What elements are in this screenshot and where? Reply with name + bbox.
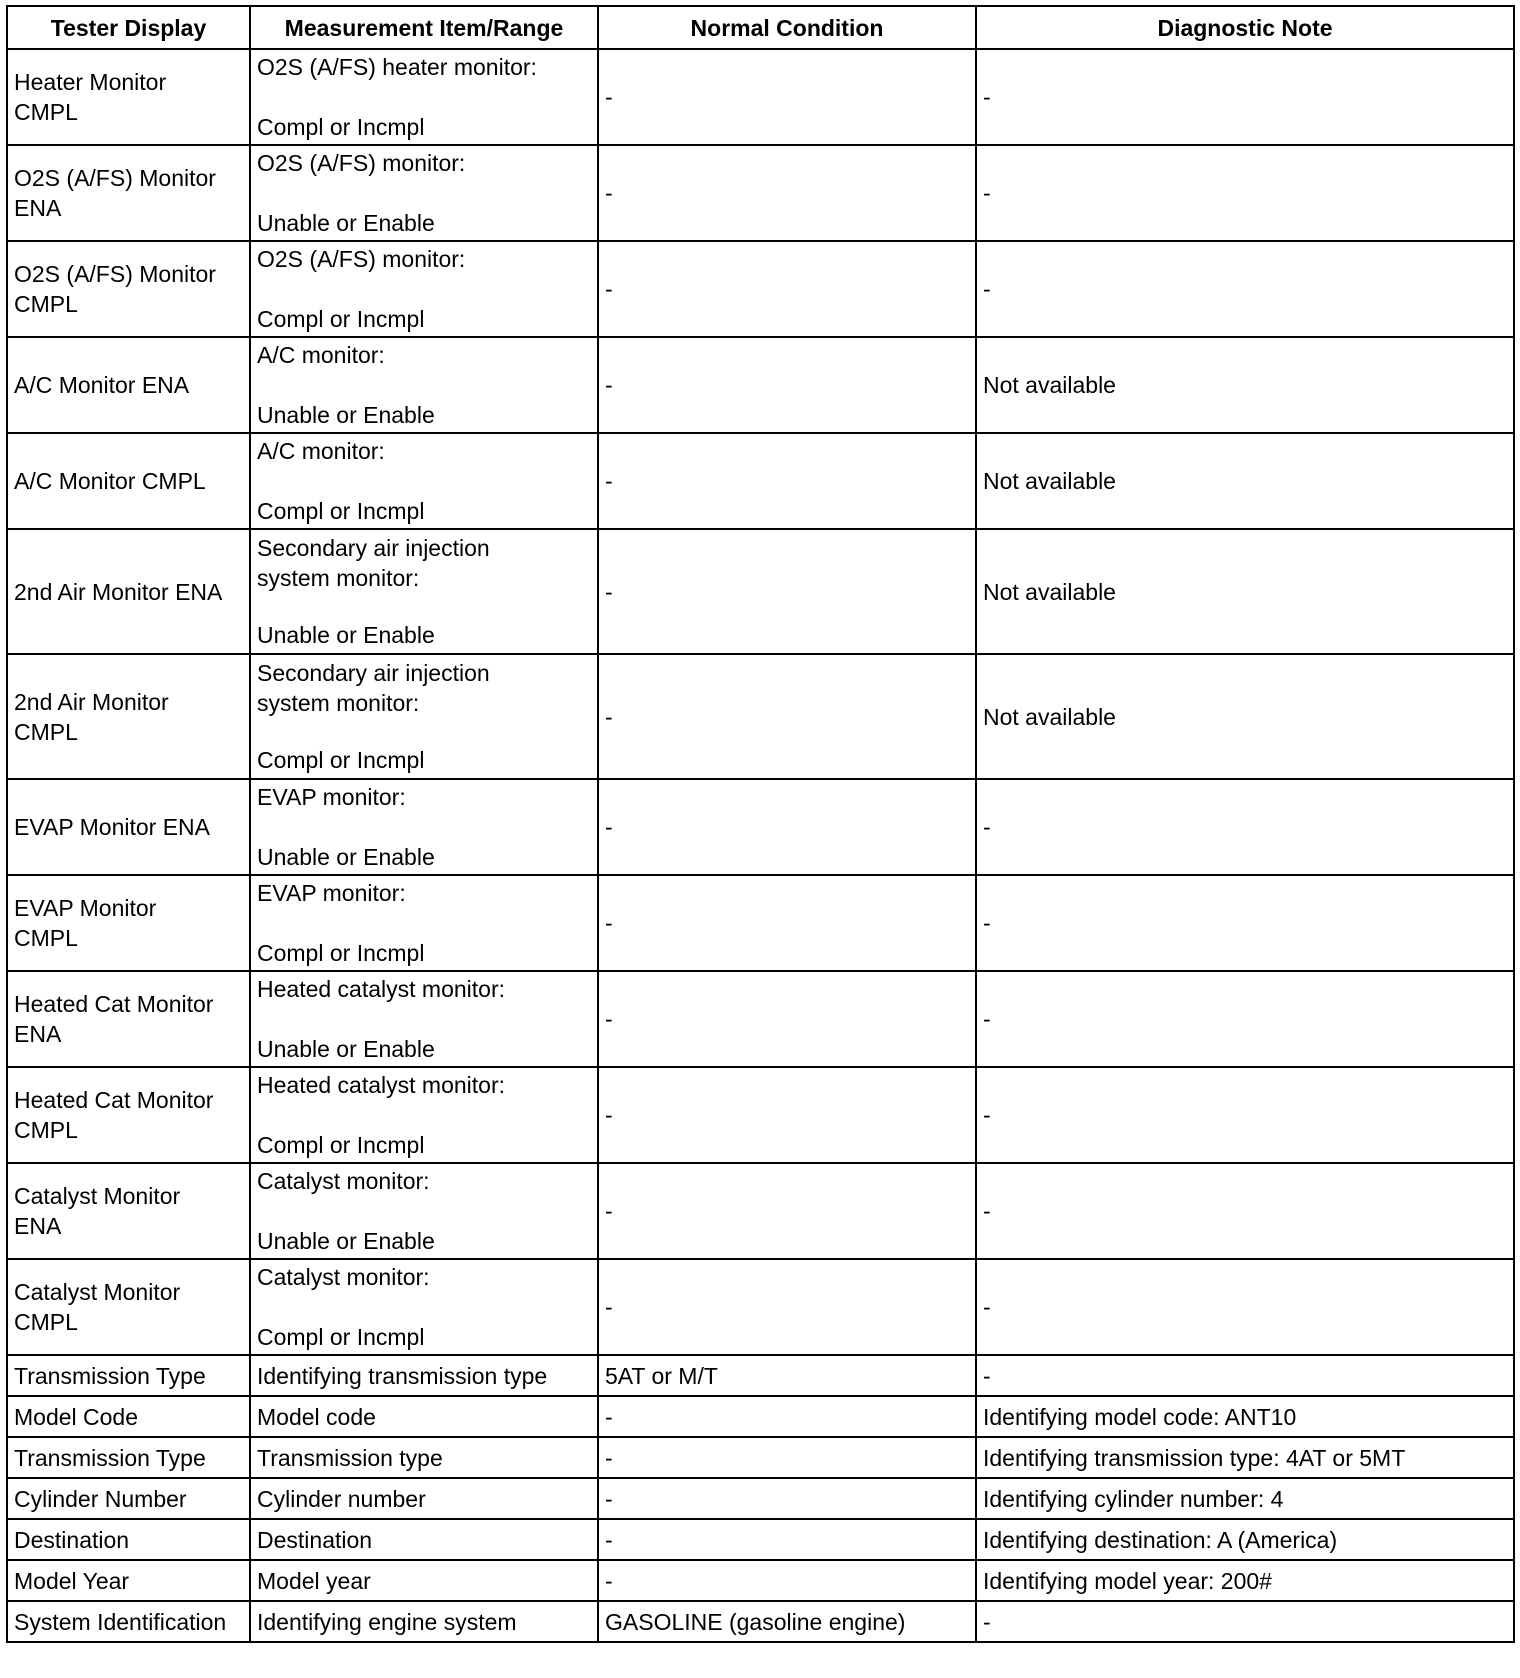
cell-diagnostic-note: - bbox=[976, 1067, 1514, 1163]
cell-normal-condition: - bbox=[598, 49, 976, 145]
cell-measurement-item bbox=[250, 337, 598, 433]
table-row bbox=[7, 1067, 1514, 1163]
cell-normal-condition: - bbox=[598, 654, 976, 779]
cell-normal-condition: - bbox=[598, 1396, 976, 1437]
header-row bbox=[7, 6, 1514, 49]
measurement-item-label: O2S (A/FS) monitor: bbox=[257, 150, 466, 176]
cell-normal-condition: 5AT or M/T bbox=[598, 1355, 976, 1396]
cell-diagnostic-note: Identifying transmission type: 4AT or 5MT bbox=[976, 1437, 1514, 1478]
cell-measurement-item: Transmission type bbox=[250, 1437, 598, 1478]
header-tester-display: Tester Display bbox=[7, 6, 250, 49]
measurement-item-group bbox=[257, 434, 591, 528]
measurement-item-group bbox=[257, 338, 591, 432]
table-row bbox=[7, 1560, 1514, 1601]
cell-diagnostic-note: - bbox=[976, 1601, 1514, 1642]
cell-measurement-item bbox=[250, 875, 598, 971]
measurement-range: Unable or Enable bbox=[257, 844, 435, 870]
table-row bbox=[7, 779, 1514, 875]
cell-diagnostic-note: - bbox=[976, 779, 1514, 875]
cell-normal-condition: - bbox=[598, 145, 976, 241]
cell-measurement-item bbox=[250, 1259, 598, 1355]
measurement-item-label: O2S (A/FS) monitor: bbox=[257, 246, 466, 272]
cell-diagnostic-note: Identifying cylinder number: 4 bbox=[976, 1478, 1514, 1519]
cell-normal-condition: - bbox=[598, 1067, 976, 1163]
cell-tester-display: Transmission Type bbox=[7, 1355, 250, 1396]
measurement-item-label: A/C monitor: bbox=[257, 342, 385, 368]
cell-measurement-item bbox=[250, 241, 598, 337]
cell-diagnostic-note: - bbox=[976, 1259, 1514, 1355]
measurement-item-label: Catalyst monitor: bbox=[257, 1168, 430, 1194]
table-row bbox=[7, 1259, 1514, 1355]
cell-tester-display: Catalyst Monitor CMPL bbox=[7, 1259, 250, 1355]
table-row bbox=[7, 1478, 1514, 1519]
cell-measurement-item: Destination bbox=[250, 1519, 598, 1560]
cell-measurement-item bbox=[250, 1067, 598, 1163]
cell-normal-condition: - bbox=[598, 1163, 976, 1259]
measurement-item-group bbox=[257, 1164, 591, 1258]
cell-tester-display: O2S (A/FS) Monitor ENA bbox=[7, 145, 250, 241]
measurement-item-label: EVAP monitor: bbox=[257, 784, 406, 810]
cell-measurement-item bbox=[250, 433, 598, 529]
table-row bbox=[7, 971, 1514, 1067]
measurement-range: Compl or Incmpl bbox=[257, 306, 425, 332]
header-normal-condition: Normal Condition bbox=[598, 6, 976, 49]
cell-tester-display: Destination bbox=[7, 1519, 250, 1560]
cell-normal-condition: - bbox=[598, 1519, 976, 1560]
measurement-item-label: Secondary air injection system monitor: bbox=[257, 660, 490, 716]
cell-measurement-item: Identifying transmission type bbox=[250, 1355, 598, 1396]
cell-diagnostic-note: - bbox=[976, 1355, 1514, 1396]
cell-normal-condition: - bbox=[598, 433, 976, 529]
cell-tester-display: Cylinder Number bbox=[7, 1478, 250, 1519]
cell-tester-display: 2nd Air Monitor ENA bbox=[7, 529, 250, 654]
measurement-item-label: Secondary air injection system monitor: bbox=[257, 535, 490, 591]
measurement-range: Unable or Enable bbox=[257, 1228, 435, 1254]
cell-measurement-item bbox=[250, 654, 598, 779]
table-row bbox=[7, 337, 1514, 433]
cell-tester-display: O2S (A/FS) Monitor CMPL bbox=[7, 241, 250, 337]
cell-normal-condition: - bbox=[598, 241, 976, 337]
measurement-item-group bbox=[257, 972, 591, 1066]
table-row bbox=[7, 529, 1514, 654]
measurement-item-label: Heated catalyst monitor: bbox=[257, 976, 506, 1002]
cell-diagnostic-note: Not available bbox=[976, 337, 1514, 433]
table-row bbox=[7, 1519, 1514, 1560]
cell-measurement-item bbox=[250, 971, 598, 1067]
cell-tester-display: A/C Monitor ENA bbox=[7, 337, 250, 433]
measurement-item-group bbox=[257, 656, 591, 777]
cell-measurement-item: Model year bbox=[250, 1560, 598, 1601]
cell-diagnostic-note: - bbox=[976, 145, 1514, 241]
measurement-item-group bbox=[257, 146, 591, 240]
cell-measurement-item bbox=[250, 1163, 598, 1259]
cell-diagnostic-note: Identifying model code: ANT10 bbox=[976, 1396, 1514, 1437]
cell-diagnostic-note: Not available bbox=[976, 529, 1514, 654]
data-list-table bbox=[6, 5, 1515, 1643]
table-row bbox=[7, 875, 1514, 971]
cell-normal-condition: - bbox=[598, 1437, 976, 1478]
measurement-item-label: Catalyst monitor: bbox=[257, 1264, 430, 1290]
table-row bbox=[7, 1396, 1514, 1437]
measurement-range: Unable or Enable bbox=[257, 210, 435, 236]
cell-tester-display: System Identification bbox=[7, 1601, 250, 1642]
cell-diagnostic-note: - bbox=[976, 875, 1514, 971]
measurement-item-group bbox=[257, 1068, 591, 1162]
cell-tester-display: EVAP Monitor CMPL bbox=[7, 875, 250, 971]
cell-diagnostic-note: Identifying destination: A (America) bbox=[976, 1519, 1514, 1560]
measurement-range: Compl or Incmpl bbox=[257, 498, 425, 524]
cell-normal-condition: - bbox=[598, 529, 976, 654]
cell-tester-display: Heater Monitor CMPL bbox=[7, 49, 250, 145]
table-row bbox=[7, 1437, 1514, 1478]
measurement-item-group bbox=[257, 780, 591, 874]
measurement-item-group bbox=[257, 50, 591, 144]
cell-measurement-item bbox=[250, 529, 598, 654]
cell-diagnostic-note: - bbox=[976, 1163, 1514, 1259]
cell-diagnostic-note: Not available bbox=[976, 654, 1514, 779]
cell-tester-display: A/C Monitor CMPL bbox=[7, 433, 250, 529]
cell-normal-condition: - bbox=[598, 337, 976, 433]
cell-diagnostic-note: - bbox=[976, 241, 1514, 337]
table-row bbox=[7, 1163, 1514, 1259]
cell-measurement-item: Cylinder number bbox=[250, 1478, 598, 1519]
cell-tester-display: EVAP Monitor ENA bbox=[7, 779, 250, 875]
cell-normal-condition: - bbox=[598, 779, 976, 875]
measurement-item-label: EVAP monitor: bbox=[257, 880, 406, 906]
measurement-range: Unable or Enable bbox=[257, 1036, 435, 1062]
cell-diagnostic-note: - bbox=[976, 49, 1514, 145]
measurement-item-group bbox=[257, 531, 591, 652]
cell-normal-condition: GASOLINE (gasoline engine) bbox=[598, 1601, 976, 1642]
measurement-item-label: A/C monitor: bbox=[257, 438, 385, 464]
cell-tester-display: 2nd Air Monitor CMPL bbox=[7, 654, 250, 779]
measurement-range: Compl or Incmpl bbox=[257, 1324, 425, 1350]
table-body bbox=[7, 49, 1514, 1642]
cell-diagnostic-note: Not available bbox=[976, 433, 1514, 529]
measurement-item-group bbox=[257, 876, 591, 970]
cell-normal-condition: - bbox=[598, 1259, 976, 1355]
cell-diagnostic-note: Identifying model year: 200# bbox=[976, 1560, 1514, 1601]
table-row bbox=[7, 654, 1514, 779]
measurement-range: Unable or Enable bbox=[257, 622, 435, 648]
cell-diagnostic-note: - bbox=[976, 971, 1514, 1067]
cell-tester-display: Heated Cat Monitor ENA bbox=[7, 971, 250, 1067]
cell-measurement-item bbox=[250, 49, 598, 145]
cell-measurement-item bbox=[250, 145, 598, 241]
cell-tester-display: Model Year bbox=[7, 1560, 250, 1601]
cell-normal-condition: - bbox=[598, 971, 976, 1067]
measurement-item-label: O2S (A/FS) heater monitor: bbox=[257, 54, 537, 80]
measurement-range: Compl or Incmpl bbox=[257, 940, 425, 966]
cell-normal-condition: - bbox=[598, 875, 976, 971]
cell-tester-display: Model Code bbox=[7, 1396, 250, 1437]
table-row bbox=[7, 145, 1514, 241]
table-row bbox=[7, 433, 1514, 529]
cell-measurement-item: Identifying engine system bbox=[250, 1601, 598, 1642]
measurement-range: Compl or Incmpl bbox=[257, 1132, 425, 1158]
cell-measurement-item: Model code bbox=[250, 1396, 598, 1437]
table-row bbox=[7, 1601, 1514, 1642]
header-measurement-item: Measurement Item/Range bbox=[250, 6, 598, 49]
table-row bbox=[7, 49, 1514, 145]
measurement-range: Compl or Incmpl bbox=[257, 114, 425, 140]
cell-normal-condition: - bbox=[598, 1560, 976, 1601]
measurement-item-label: Heated catalyst monitor: bbox=[257, 1072, 506, 1098]
measurement-item-group bbox=[257, 1260, 591, 1354]
cell-tester-display: Catalyst Monitor ENA bbox=[7, 1163, 250, 1259]
measurement-range: Compl or Incmpl bbox=[257, 747, 425, 773]
table-row bbox=[7, 241, 1514, 337]
cell-tester-display: Transmission Type bbox=[7, 1437, 250, 1478]
cell-measurement-item bbox=[250, 779, 598, 875]
measurement-item-group bbox=[257, 242, 591, 336]
header-diagnostic-note: Diagnostic Note bbox=[976, 6, 1514, 49]
table-row bbox=[7, 1355, 1514, 1396]
cell-normal-condition: - bbox=[598, 1478, 976, 1519]
measurement-range: Unable or Enable bbox=[257, 402, 435, 428]
cell-tester-display: Heated Cat Monitor CMPL bbox=[7, 1067, 250, 1163]
table-header bbox=[7, 6, 1514, 49]
